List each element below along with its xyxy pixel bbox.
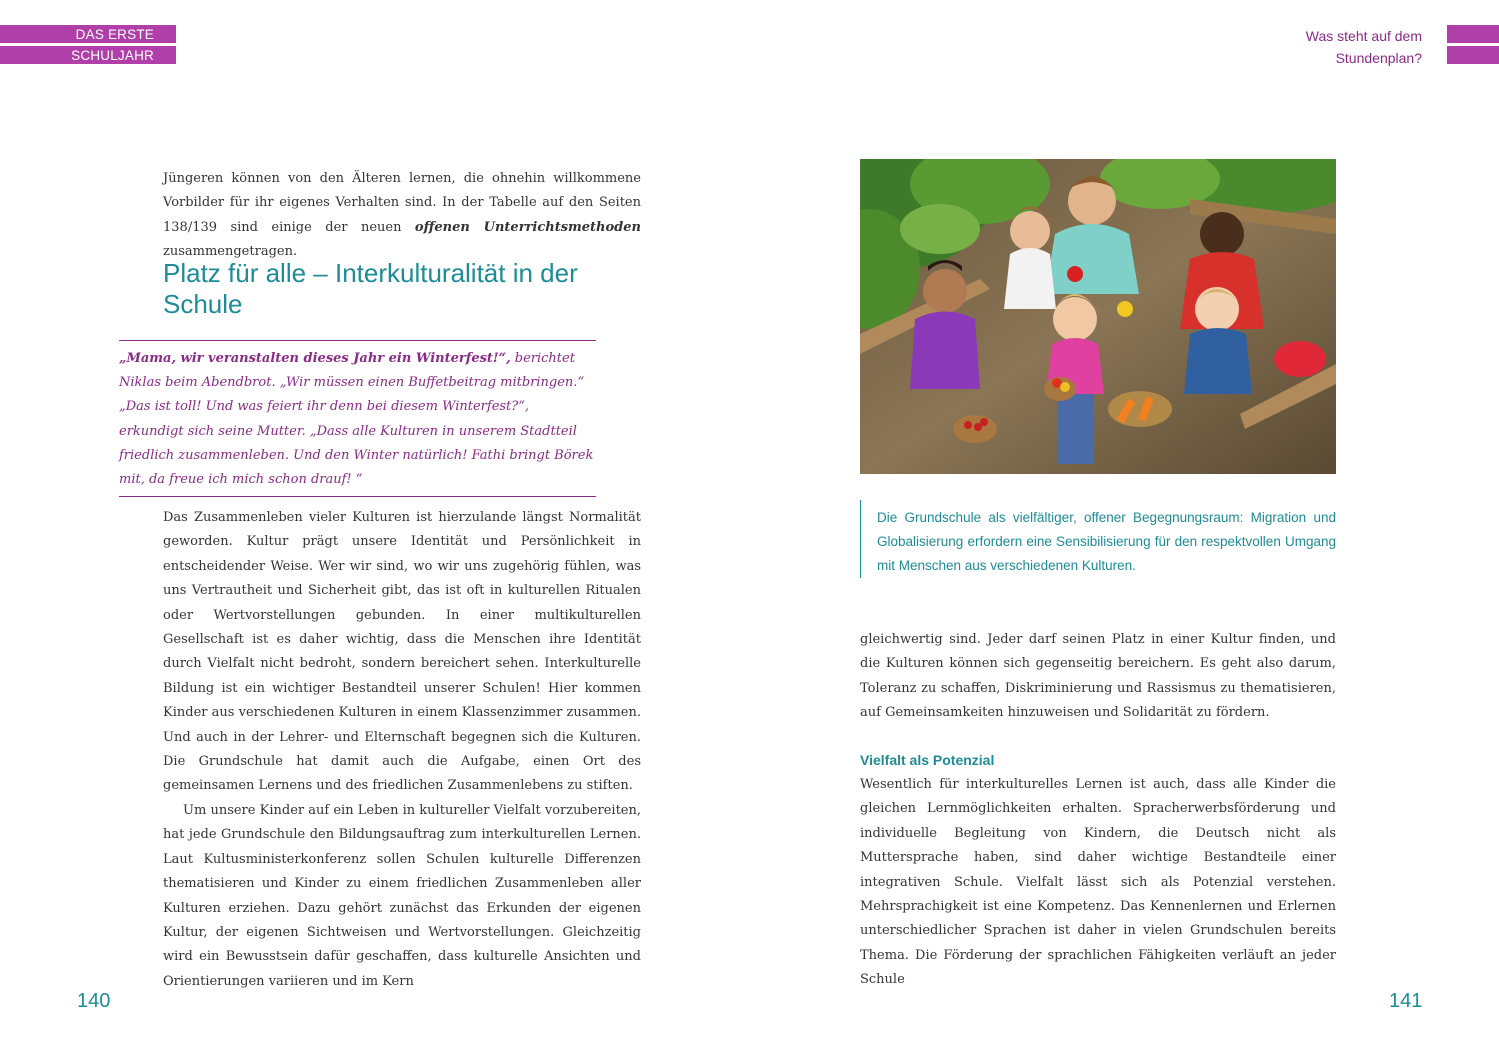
running-header-left [0,25,176,67]
photo-caption [860,500,1336,578]
intro-text-b: zusammengetragen. [163,244,298,260]
header-right-block [1447,46,1499,64]
quote-text: berichtet Niklas beim Abendbrot. „Wir müssen einen Buffetbeitrag mitbringen.“ „Das ist toll! Und was feiert ihr denn bei diesem Winterfest?“, erkundigt sich seine Mutter. „Dass alle Kulturen in unserem Stadtteil friedlich zusammenleben. Und den Winter natürlich! Fathi bringt Börek mit, da freue ich mich schon drauf! “ [119,351,594,488]
right-paragraph-2: Wesentlich für interkulturelles Lernen ist auch, dass alle Kinder die gleichen Lernmöglichkeiten erhalten. Spracherwerbsförderung und individuelle Begleitung von Kindern, die Deutsch nicht als Muttersprache haben, sind daher wichtige Bestandteile einer integrativen Schule. Vielfalt lässt sich als Potenzial verstehen. Mehrsprachigkeit ist eine Kompetenz. Das Kennenlernen und Erlernen unterschiedlicher Sprachen ist daher in vielen Grundschulen bereits Thema. Die Förderung der sprachlichen Fähigkeiten verläuft an jeder Schule [860,777,1336,988]
section-heading: Platz für alle – Interkulturalität in der Schule [163,258,578,319]
left-body [163,506,641,994]
intro-emphasis: offenen Unterrichtsmethoden [414,219,641,235]
subheading: Vielfalt als Potenzial [860,752,995,768]
right-body-1 [860,628,1336,726]
intro-text-a: Jüngeren können von den Älteren lernen, die ohnehin willkommene Vorbilder für ihr eigenes Verhalten sind. In der Tabelle auf den Seiten 138/139 sind einige der neuen [163,171,641,235]
right-paragraph-1: gleichwertig sind. Jeder darf seinen Platz in einer Kultur finden, und die Kulturen können sich gegenseitig bereichern. Es geht also darum, Toleranz zu schaffen, Diskriminierung und Rassismus zu thematisieren, auf Gemeinsamkeiten hinzuweisen und Solidarität zu fördern. [860,632,1336,721]
header-left-line1: DAS ERSTE [0,25,176,43]
photo-children-gardening [860,159,1336,474]
header-right-block [1447,25,1499,43]
right-body-2 [860,773,1336,993]
header-left-line2: SCHULJAHR [0,46,176,64]
left-paragraph-1: Das Zusammenleben vieler Kulturen ist hierzulande längst Normalität geworden. Kultur prägt unsere Identität und Persönlichkeit in entscheidender Weise. Wer wir sind, wo wir uns zugehörig fühlen, was uns Vertrautheit und Sicherheit gibt, das ist oft in kulturellen Ritualen oder Wertvorstellungen gebunden. In einer multikulturellen Gesellschaft ist es daher wichtig, dass die Menschen ihre Identität durch Vielfalt nicht bedroht, sondern bereichert sehen. Interkulturelle Bildung ist ein wichtiger Bestandteil unserer Schulen! Hier kommen Kinder aus verschiedenen Kulturen in einem Klassenzimmer zusammen. Und auch in der Lehrer- und Elternschaft begegnen sich die Kulturen. Die Grundschule hat damit auch die Aufgabe, einen Ort des gemeinsamen Lernens und des friedlichen Zusammenlebens zu stiften. [163,510,641,794]
photo-illustration [860,159,1336,474]
header-right-line2: Stundenplan? [1335,50,1422,66]
running-header-right [1306,25,1422,69]
header-right-color-blocks [1447,25,1499,67]
page-number-left: 140 [77,990,111,1012]
header-right-line1: Was steht auf dem [1305,28,1422,44]
quote-box [119,340,596,497]
page-number-right: 141 [1389,990,1423,1012]
left-paragraph-2: Um unsere Kinder auf ein Leben in kultureller Vielfalt vorzubereiten, hat jede Grundschule den Bildungsauftrag zum interkulturellen Lernen. Laut Kultusministerkonferenz sollen Schulen kulturelle Differenzen thematisieren und Kinder zu einem friedlichen Zusammenleben aller Kulturen erziehen. Dazu gehört zunächst das Erkunden der eigenen Kultur, der eigenen Sichtweisen und Wertvorstellungen. Gleichzeitig wird ein Bewusstsein dafür geschaffen, dass kulturelle Ansichten und Orientierungen variieren und im Kern [163,802,641,989]
caption-text: Die Grundschule als vielfältiger, offener Begegnungsraum: Migration und Globalisierung erfordern eine Sensibilisierung für den respektvollen Umgang mit Menschen aus verschiedenen Kulturen. [877,510,1336,573]
quote-bold: „Mama, wir veranstalten dieses Jahr ein Winterfest!“, [119,351,511,366]
intro-paragraph [163,167,641,265]
